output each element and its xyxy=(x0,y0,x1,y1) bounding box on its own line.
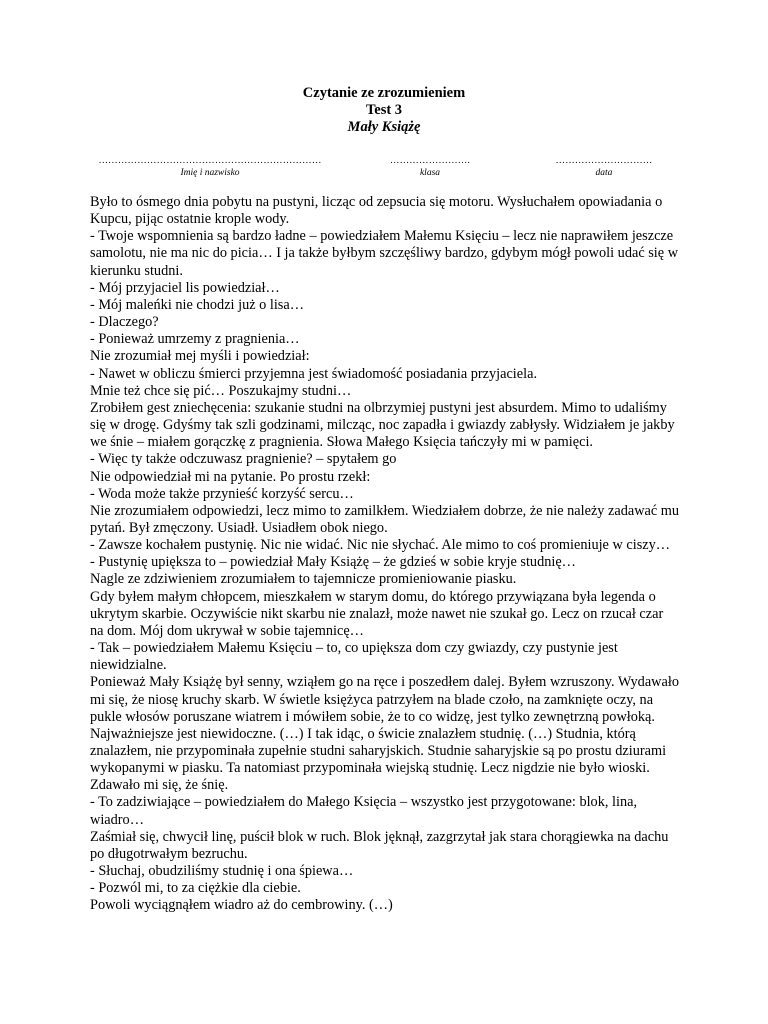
text-paragraph: - Pozwól mi, to za ciężkie dla ciebie. xyxy=(90,880,301,897)
text-paragraph: - Tak – powiedziałem Małemu Księciu – to, co upiększa dom czy gwiazdy, czy pustynie jest niewidzialne. xyxy=(90,640,618,674)
text-paragraph: - Woda może także przynieść korzyść sercu… xyxy=(90,485,354,502)
date-field xyxy=(552,155,656,179)
text-paragraph: Nie zrozumiał mej myśli i powiedział: xyxy=(90,348,310,365)
text-paragraph: Nie zrozumiałem odpowiedzi, lecz mimo to zamilkłem. Wiedziałem dobrze, że nie należy zadawać mu pytań. Był zmęczony. Usiadł. Usiadłem obok niego. xyxy=(90,502,680,536)
text-paragraph: Zaśmiał się, chwycił linę, puścił blok w ruch. Blok jęknął, zazgrzytał jak stara chorągiewka na dachu po długotrwałym bezruchu. xyxy=(90,828,669,862)
class-field-line: ……………………. xyxy=(389,156,471,166)
text-paragraph: Powoli wyciągnąłem wiadro aż do cembrowiny. (…) xyxy=(90,897,393,914)
name-field-label: Imię i nazwisko xyxy=(180,168,240,178)
text-paragraph: - Mój przyjaciel lis powiedział… xyxy=(90,279,280,296)
text-paragraph: - Mój maleńki nie chodzi już o lisa… xyxy=(90,296,305,313)
class-field xyxy=(388,155,472,179)
document-header xyxy=(0,85,768,136)
text-paragraph: - Słuchaj, obudziliśmy studnię i ona śpiewa… xyxy=(90,863,354,880)
class-field-label: klasa xyxy=(419,168,441,178)
document-title: Czytanie ze zrozumieniem xyxy=(302,85,466,101)
name-field xyxy=(90,155,330,179)
date-field-label: data xyxy=(595,168,613,178)
text-paragraph: Zrobiłem gest zniechęcenia: szukanie studni na olbrzymiej pustyni jest absurdem. Mimo to udaliśmy się w drogę. Gdyśmy tak szli godzinami, milcząc, noc zapadła i gwiazdy zabłysły. Widziałem je jakby we śnie – miałem gorączkę z pragnienia. Słowa Małego Księcia tańczyły mi w pamięci. xyxy=(90,399,675,451)
text-paragraph: - Nawet w obliczu śmierci przyjemna jest świadomość posiadania przyjaciela. xyxy=(90,365,538,382)
name-field-line: …………………………………………………………… xyxy=(98,156,322,166)
reading-text xyxy=(90,194,680,915)
text-paragraph: - Dlaczego? xyxy=(90,314,159,331)
text-paragraph: Mnie też chce się pić… Poszukajmy studni… xyxy=(90,382,352,399)
date-field-line: ………………………… xyxy=(555,156,653,166)
text-paragraph: Nagle ze zdziwieniem zrozumiałem to tajemnicze promieniowanie piasku. xyxy=(90,571,517,588)
text-paragraph: - Więc ty także odczuwasz pragnienie? – spytałem go xyxy=(90,451,397,468)
text-paragraph: - Pustynię upiększa to – powiedział Mały Książę – że gdzieś w sobie kryje studnię… xyxy=(90,554,576,571)
text-paragraph: - To zadziwiające – powiedziałem do Małego Księcia – wszystko jest przygotowane: blok, lina, wiadro… xyxy=(90,794,638,828)
text-paragraph: - Twoje wspomnienia są bardzo ładne – powiedziałem Małemu Księciu – lecz nie naprawiłem jeszcze samolotu, nie ma nic do picia… I ja także byłbym szczęśliwy bardzo, gdybym mógł powoli udać się w kierunku studni. xyxy=(90,228,679,279)
text-paragraph: - Ponieważ umrzemy z pragnienia… xyxy=(90,331,300,348)
text-paragraph: Ponieważ Mały Książę był senny, wziąłem go na ręce i poszedłem dalej. Byłem wzruszony. Wydawało mi się, że niosę kruchy skarb. W świetle księżyca patrzyłem na blade czoło, na zamknięte oczy, na pukle włosów poruszane wiatrem i mówiłem sobie, że to co widzę, jest tylko zewnętrzną powłoką. Najważniejsze jest niewidoczne. (…) I tak idąc, o świcie znalazłem studnię. (…) Studnia, którą znalazłem, nie przypominała zupełnie studni saharyjskich. Studnie saharyjskie są po prostu dziurami wykopanymi w piasku. Ta natomiast przypominała wiejską studnię. Lecz nigdzie nie było wioski. Zdawało mi się, że śnię. xyxy=(90,674,679,794)
text-paragraph: - Zawsze kochałem pustynię. Nic nie widać. Nic nie słychać. Ale mimo to coś promieniuje w ciszy… xyxy=(90,537,671,554)
text-paragraph: Nie odpowiedział mi na pytanie. Po prostu rzekł: xyxy=(90,468,371,485)
text-paragraph: Gdy byłem małym chłopcem, mieszkałem w starym domu, do którego przywiązana była legenda o ukrytym skarbie. Oczywiście nikt skarbu nie znalazł, może nawet nie szukał go. Lecz on rzucał czar na dom. Mój dom ukrywał w sobie tajemnicę… xyxy=(90,588,664,639)
test-number: Test 3 xyxy=(365,102,403,118)
document-subtitle: Mały Książę xyxy=(347,119,421,135)
text-paragraph: Było to ósmego dnia pobytu na pustyni, licząc od zepsucia się motoru. Wysłuchałem opowiadania o Kupcu, pijąc ostatnie krople wody. xyxy=(90,194,663,228)
